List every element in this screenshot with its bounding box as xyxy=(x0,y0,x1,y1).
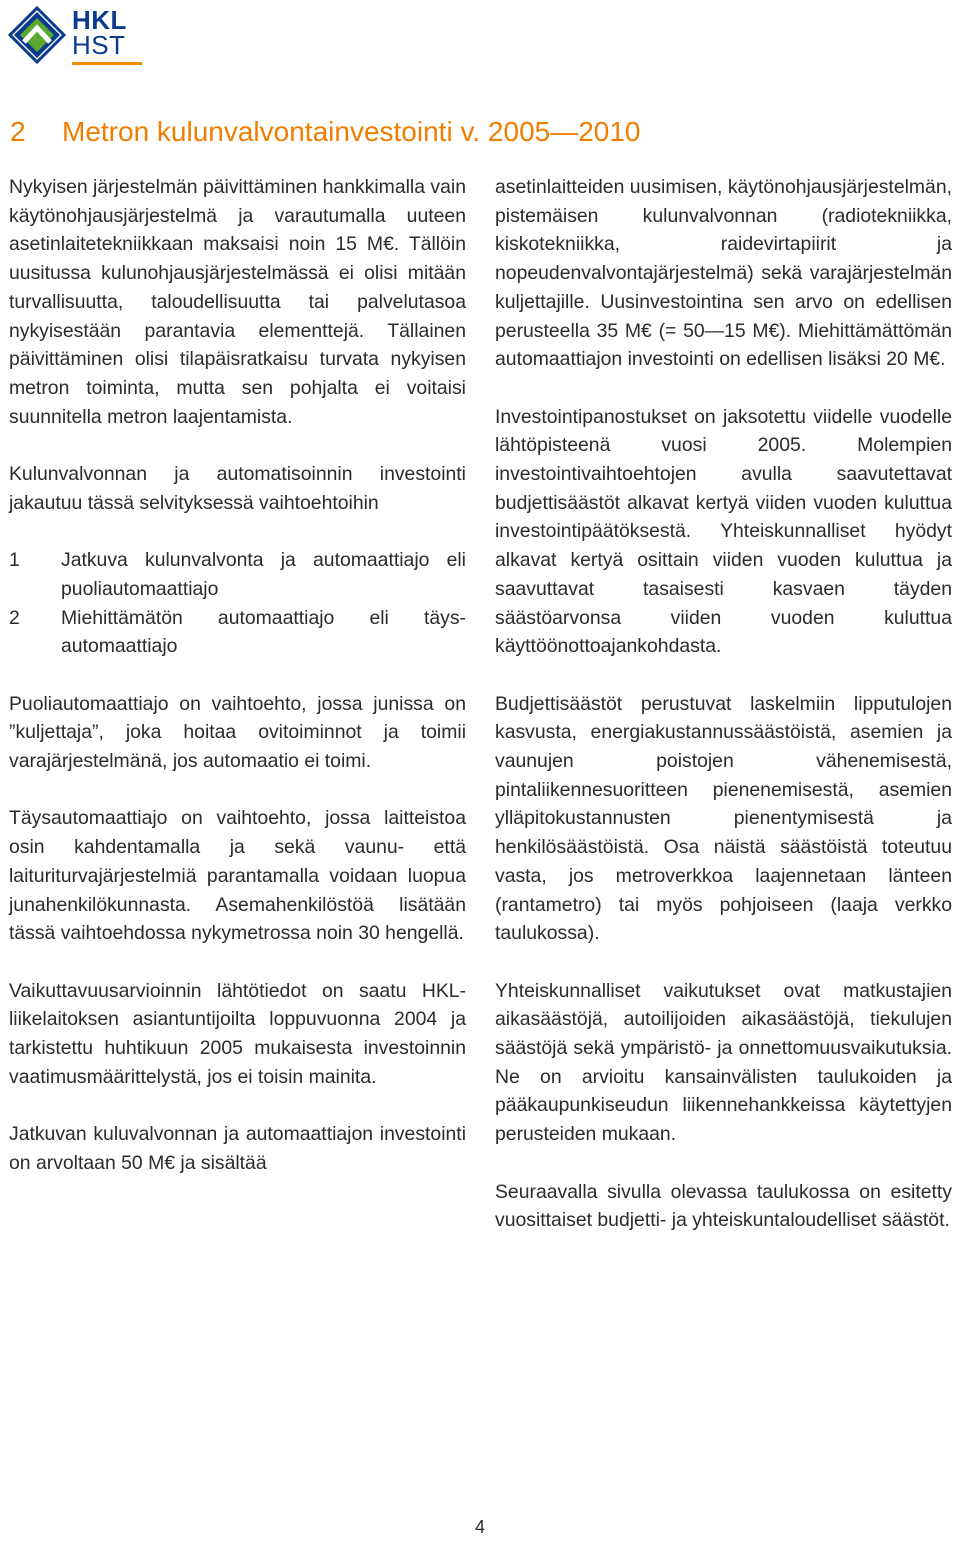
logo-line-hst: HST xyxy=(72,30,126,60)
list-item xyxy=(9,604,466,661)
paragraph: Nykyisen järjestelmän päivittäminen hankkimalla vain käytönohjausjärjestelmä ja varautumalla uuteen asetinlaitetekniikkaan maksaisi noin 15 M€. Tällöin uusitussa kulunohjausjärjestelmässä ei olisi mitään turvallisuutta, taloudellisuutta tai palvelutasoa nykyisestään parantavia elementtejä. Tällainen päivittäminen olisi tilapäisratkaisu turvata nykyisen metron toiminta, mutta sen pohjalta ei voitaisi suunnitella metron laajentamista. xyxy=(9,176,466,428)
list-item xyxy=(9,546,466,603)
paragraph: Puoliautomaattiajo on vaihtoehto, jossa junissa on ”kuljettaja”, joka hoitaa ovitoiminnot ja toimii varajärjestelmänä, jos automaatio ei toimi. xyxy=(9,692,466,773)
alternatives-list xyxy=(9,546,466,661)
paragraph: Vaikuttavuusarvioinnin lähtötiedot on saatu HKL-liikelaitoksen asiantuntijoilta loppuvuonna 2004 ja tarkistettu huhtikuun 2005 mukaisesta investoinnin vaatimusmäärittelystä, jos ei toisin mainita. xyxy=(9,979,466,1088)
paragraph: asetinlaitteiden uusimisen, käytönohjausjärjestelmän, pistemäisen kulunvalvonnan (radiotekniikka, kiskotekniikka, raidevirtapiirit ja nopeudenvalvontajärjestelmä) sekä varajärjestelmän kuljettajille. Uusinvestointina sen arvo on edellisen perusteella 35 M€ (= 50—15 M€). Miehittämättömän automaattiajon investointi on edellisen lisäksi 20 M€. xyxy=(495,176,953,371)
list-item-number: 1 xyxy=(9,549,20,572)
paragraph: Seuraavalla sivulla olevassa taulukossa on esitetty vuosittaiset budjetti- ja yhteiskuntaloudelliset säästöt. xyxy=(495,1180,952,1232)
section-number: 2 xyxy=(10,116,26,147)
logo-wordmark xyxy=(72,5,127,60)
list-item-number: 2 xyxy=(9,606,20,629)
paragraph: Kulunvalvonnan ja automatisoinnin investointi jakautuu tässä selvityksessä vaihtoehtoihin xyxy=(9,463,466,514)
paragraph: Investointipanostukset on jaksotettu viidelle vuodelle lähtöpisteenä vuosi 2005. Molempien investointivaihtoehtojen avulla saavutettavat budjettisäästöt alkavat kertyä viiden vuoden kuluttua investointipäätöksestä. Yhteiskunnalliset hyödyt alkavat kertyä osittain viiden vuoden kuluttua ja saavuttavat tasaisesti kasvaen täyden säästöarvonsa viiden vuoden kuluttua käyttöönottoajankohdasta. xyxy=(495,405,952,658)
left-column xyxy=(9,173,466,1206)
paragraph: Täysautomaattiajo on vaihtoehto, jossa laitteistoa osin kahdentamalla ja sekä vaunu- että laituriturvajärjestelmiä parantamalla voidaan luopua junahenkilökunnasta. Asemahenkilöstöä lisätään tässä vaihtoehdossa nykymetrossa noin 30 hengellä. xyxy=(9,807,466,945)
paragraph: Yhteiskunnalliset vaikutukset ovat matkustajien aikasäästöjä, autoilijoiden aikasäästöjä, tiekulujen säästöjä sekä ympäristö- ja onnettomuusvaikutuksia. Ne on arvioitu kansainvälisten taulukoiden ja pääkaupunkiseudun liikennehankkeissa käytettyjen perusteiden mukaan. xyxy=(495,979,952,1146)
section-heading xyxy=(10,114,641,150)
right-column xyxy=(495,173,952,1264)
logo-mark-icon xyxy=(8,6,66,64)
hkl-hst-logo xyxy=(8,6,148,64)
logo-underline xyxy=(72,62,142,65)
list-item-text: Jatkuva kulunvalvonta ja automaattiajo eli puoliautomaattiajo xyxy=(61,549,466,600)
section-title: Metron kulunvalvontainvestointi v. 2005—2010 xyxy=(62,116,641,147)
page-number: 4 xyxy=(474,1517,485,1537)
paragraph: Jatkuvan kuluvalvonnan ja automaattiajon investointi on arvoltaan 50 M€ ja sisältää xyxy=(9,1123,466,1174)
paragraph: Budjettisäästöt perustuvat laskelmiin lipputulojen kasvusta, energiakustannussäästöistä, asemien ja vaunujen poistojen vähenemisestä, pintaliikennesuoritteen pienenemisestä, asemien ylläpitokustannusten pienentymisestä ja henkilösäästöistä. Osa näistä säästöistä toteutuu vasta, jos metroverkkoa laajennetaan länteen (rantametro) tai myös pohjoiseen (laaja verkko taulukossa). xyxy=(495,692,952,945)
list-item-text: Miehittämätön automaattiajo eli täysautomaattiajo xyxy=(61,606,466,658)
logo-line-hkl: HKL xyxy=(72,5,127,35)
